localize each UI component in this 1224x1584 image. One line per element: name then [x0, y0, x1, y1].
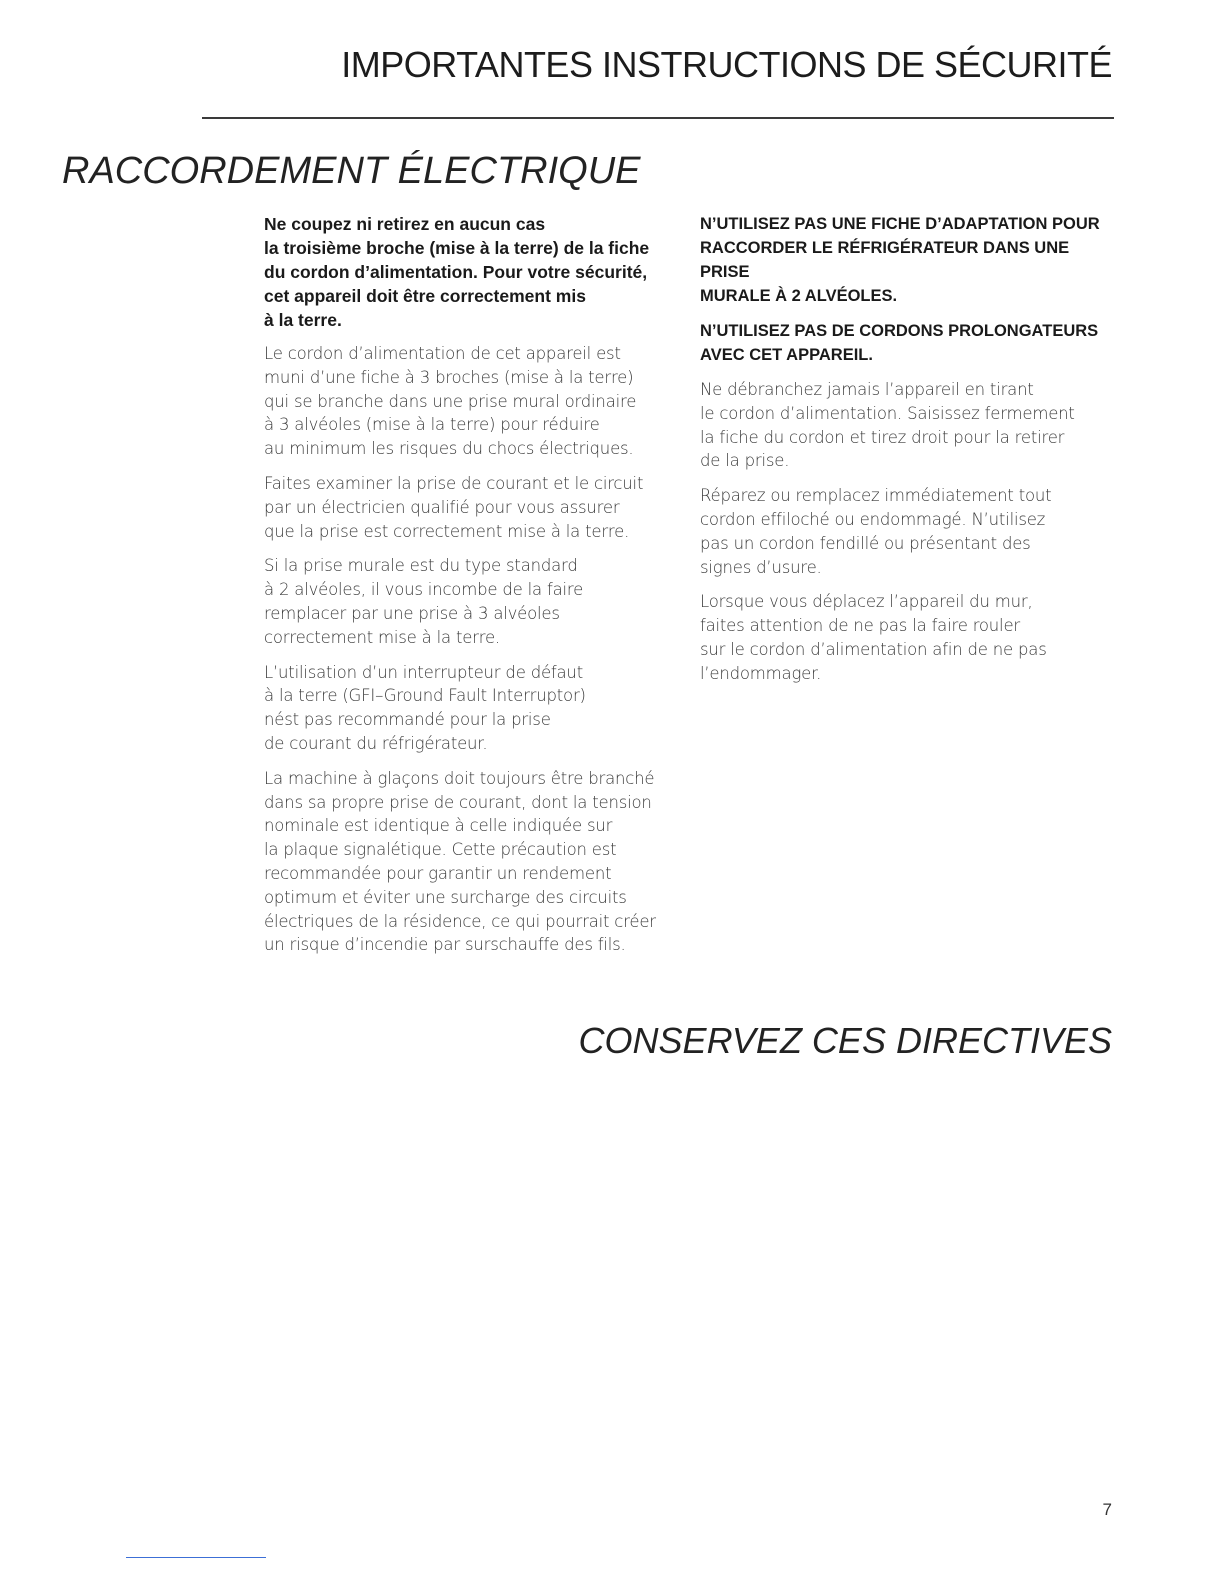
- paragraph-gfi: L’utilisation d’un interrupteur de défaut à la terre (GFI–Ground Fault Interruptor) nést pas recommandé pour la prise de courant du réfrigérateur.: [264, 662, 586, 753]
- paragraph-plug-description: Le cordon d’alimentation de cet appareil est muni d’une fiche à 3 broches (mise à la terre) qui se branche dans une prise mural ordinaire à 3 alvéoles (mise à la terre) pour réduire au minimum les risques du chocs électriques.: [264, 344, 637, 459]
- right-column: [700, 212, 1116, 697]
- save-instructions-title: CONSERVEZ CES DIRECTIVES: [578, 1020, 1112, 1061]
- paragraph-ice-machine: La machine à glaçons doit toujours être branché dans sa propre prise de courant, dont la tension nominale est identique à celle indiquée sur la plaque signalétique. Cette précaution est recommandée pour garantir un rendement optimum et éviter une surcharge des circuits électriques de la résidence, ce qui pourrait créer un risque d’incendie par surschauffe des fils.: [264, 768, 656, 955]
- page-header-title: IMPORTANTES INSTRUCTIONS DE SÉCURITÉ: [341, 44, 1112, 85]
- section-title: RACCORDEMENT ÉLECTRIQUE: [62, 150, 641, 192]
- paragraph-damaged-cord: Réparez ou remplacez immédiatement tout cordon effiloché ou endommagé. N’utilisez pas un cordon fendillé ou présentant des signes d’usure.: [700, 486, 1052, 577]
- page-number: 7: [1102, 1500, 1112, 1519]
- paragraph-unplugging: Ne débranchez jamais l’appareil en tirant le cordon d’alimentation. Saisissez fermement la fiche du cordon et tirez droit pour la retirer de la prise.: [700, 380, 1075, 471]
- extension-cord-warning: N’UTILISEZ PAS DE CORDONS PROLONGATEURS AVEC CET APPAREIL.: [700, 322, 1099, 364]
- grounding-warning: Ne coupez ni retirez en aucun cas la troisième broche (mise à la terre) de la fiche du cordon d’alimentation. Pour votre sécurité, cet appareil doit être correctement mis à la terre.: [264, 214, 650, 330]
- header-divider: [202, 117, 1114, 119]
- paragraph-standard-outlet: Si la prise murale est du type standard à 2 alvéoles, il vous incombe de la faire remplacer par une prise à 3 alvéoles correctement mise à la terre.: [264, 556, 584, 647]
- adapter-warning: N’UTILISEZ PAS UNE FICHE D’ADAPTATION POUR RACCORDER LE RÉFRIGÉRATEUR DANS UNE PRISE MURALE À 2 ALVÉOLES.: [700, 215, 1100, 305]
- paragraph-electrician-check: Faites examiner la prise de courant et le circuit par un électricien qualifié pour vous assurer que la prise est correctement mise à la terre.: [264, 473, 644, 541]
- paragraph-moving-appliance: Lorsque vous déplacez l’appareil du mur, faites attention de ne pas la faire rouler sur le cordon d’alimentation afin de ne pas l’endommager.: [700, 592, 1047, 683]
- bottom-rule: [126, 1557, 266, 1558]
- left-column: [264, 212, 684, 968]
